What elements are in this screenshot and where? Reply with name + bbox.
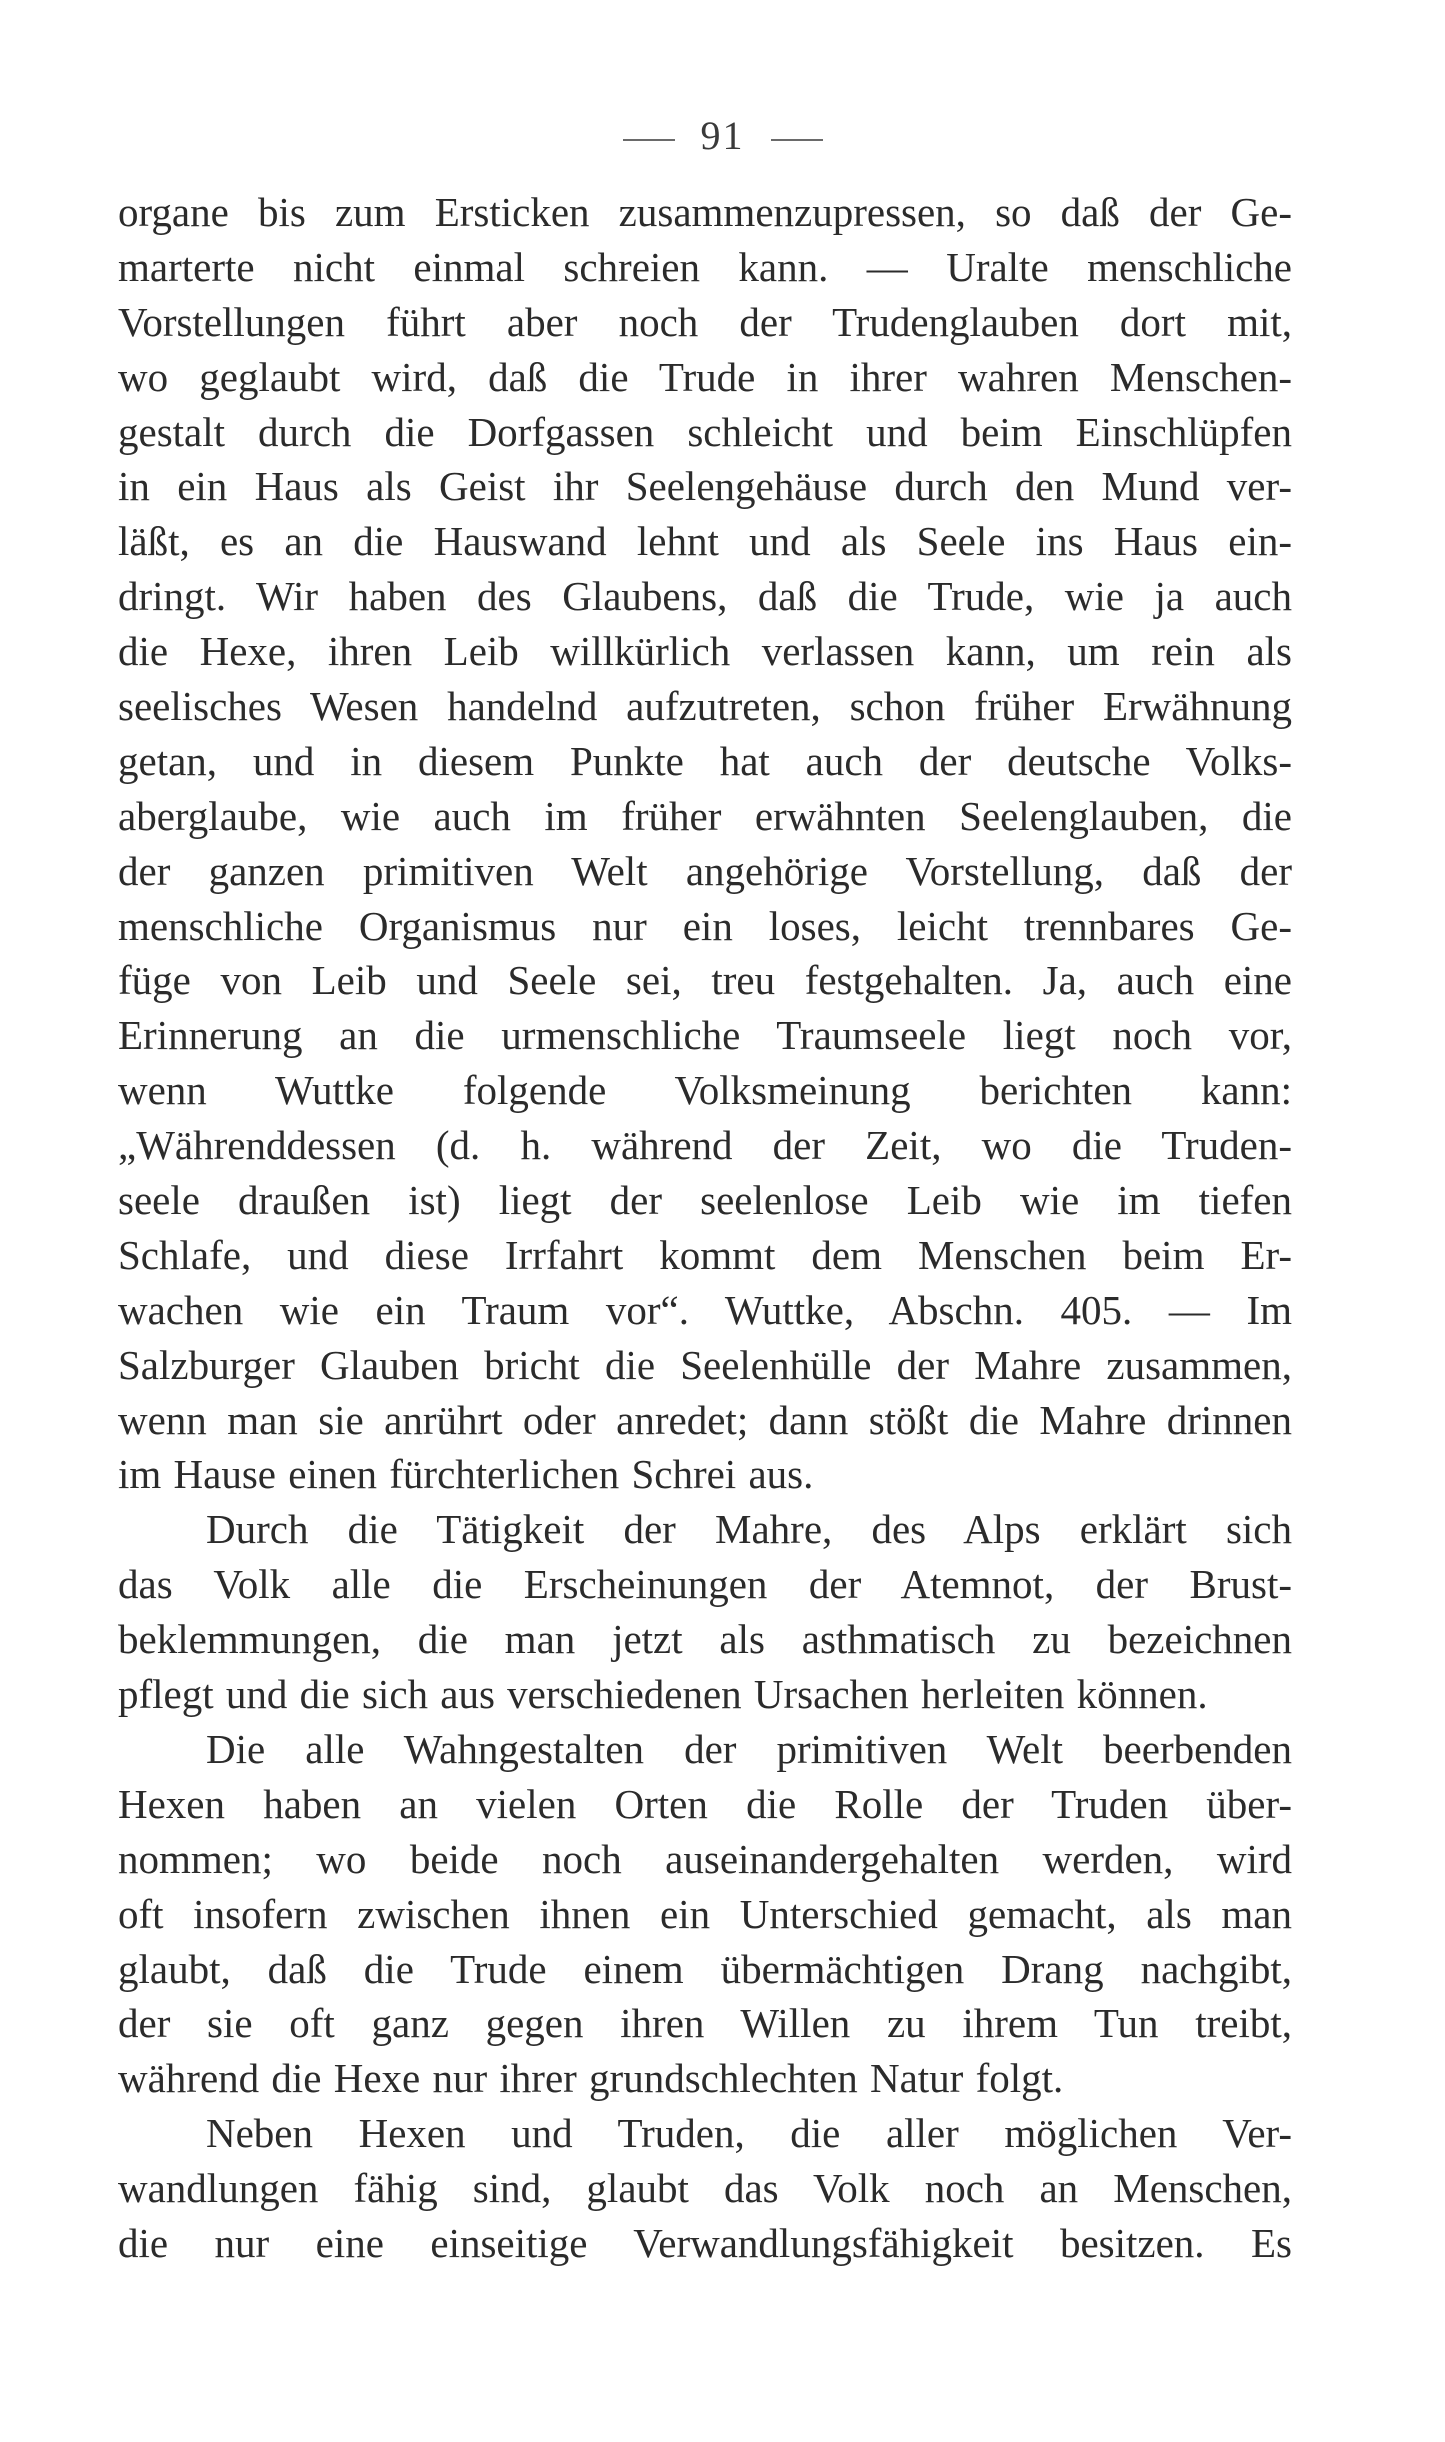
text-line: oft insofern zwischen ihnen ein Unterschied gemacht, als man [118, 1890, 1292, 1937]
text-line: füge von Leib und Seele sei, treu festgehalten. Ja, auch eine [118, 957, 1292, 1004]
text-line: gestalt durch die Dorfgassen schleicht und beim Einschlüpfen [118, 408, 1292, 455]
text-line: die Hexe, ihren Leib willkürlich verlassen kann, um rein als [118, 628, 1292, 675]
text-line: Hexen haben an vielen Orten die Rolle der Truden über- [118, 1780, 1292, 1827]
text-line: aberglaube, wie auch im früher erwähnten Seelenglauben, die [118, 792, 1292, 839]
text-line: pflegt und die sich aus verschiedenen Ursachen herleiten können. [118, 1671, 1208, 1718]
text-line: das Volk alle die Erscheinungen der Atemnot, der Brust- [118, 1561, 1292, 1608]
text-line: dringt. Wir haben des Glaubens, daß die Trude, wie ja auch [118, 573, 1292, 620]
text-line: Salzburger Glauben bricht die Seelenhülle der Mahre zusammen, [118, 1341, 1292, 1388]
text-line: seelisches Wesen handelnd aufzutreten, schon früher Erwähnung [118, 683, 1292, 730]
text-line: Vorstellungen führt aber noch der Trudenglauben dort mit, [118, 298, 1292, 345]
text-line: Erinnerung an die urmenschliche Traumseele liegt noch vor, [118, 1012, 1292, 1059]
right-dash-decoration [771, 139, 823, 141]
text-line: glaubt, daß die Trude einem übermächtigen Drang nachgibt, [118, 1945, 1292, 1992]
text-line: Die alle Wahngestalten der primitiven Welt beerbenden [206, 1725, 1292, 1772]
text-line: in ein Haus als Geist ihr Seelengehäuse durch den Mund ver- [118, 463, 1292, 510]
text-line: wandlungen fähig sind, glaubt das Volk noch an Menschen, [118, 2165, 1292, 2212]
text-line: Durch die Tätigkeit der Mahre, des Alps erklärt sich [206, 1506, 1292, 1553]
text-line: organe bis zum Ersticken zusammenzupressen, so daß der Ge- [118, 189, 1292, 235]
text-line: im Hause einen fürchterlichen Schrei aus. [118, 1451, 814, 1498]
text-line: getan, und in diesem Punkte hat auch der deutsche Volks- [118, 737, 1292, 784]
text-line: läßt, es an die Hauswand lehnt und als Seele ins Haus ein- [118, 518, 1292, 565]
page-number-header [0, 112, 1445, 159]
left-dash-decoration [623, 139, 675, 141]
text-line: marterte nicht einmal schreien kann. — Uralte menschliche [118, 243, 1292, 290]
text-line: wachen wie ein Traum vor“. Wuttke, Abschn. 405. — Im [118, 1286, 1292, 1333]
text-line: Schlafe, und diese Irrfahrt kommt dem Menschen beim Er- [118, 1231, 1292, 1278]
text-line: der ganzen primitiven Welt angehörige Vorstellung, daß der [118, 847, 1292, 894]
text-line: wo geglaubt wird, daß die Trude in ihrer wahren Menschen- [118, 353, 1292, 400]
text-line: wenn Wuttke folgende Volksmeinung berichten kann: [118, 1067, 1292, 1114]
text-line: „Währenddessen (d. h. während der Zeit, wo die Truden- [118, 1122, 1292, 1169]
text-line: beklemmungen, die man jetzt als asthmatisch zu bezeichnen [118, 1616, 1292, 1663]
body-text [118, 185, 1292, 2271]
text-line: die nur eine einseitige Verwandlungsfähigkeit besitzen. Es [118, 2219, 1292, 2266]
text-line: seele draußen ist) liegt der seelenlose Leib wie im tiefen [118, 1177, 1292, 1224]
text-line: menschliche Organismus nur ein loses, leicht trennbares Ge- [118, 902, 1292, 949]
text-line: wenn man sie anrührt oder anredet; dann stößt die Mahre drinnen [118, 1396, 1292, 1443]
text-line: der sie oft ganz gegen ihren Willen zu ihrem Tun treibt, [118, 2000, 1292, 2047]
text-line: Neben Hexen und Truden, die aller möglichen Ver- [206, 2110, 1292, 2157]
text-line: nommen; wo beide noch auseinandergehalten werden, wird [118, 1835, 1292, 1882]
page-number: 91 [700, 113, 745, 158]
text-line: während die Hexe nur ihrer grundschlechten Natur folgt. [118, 2055, 1064, 2102]
